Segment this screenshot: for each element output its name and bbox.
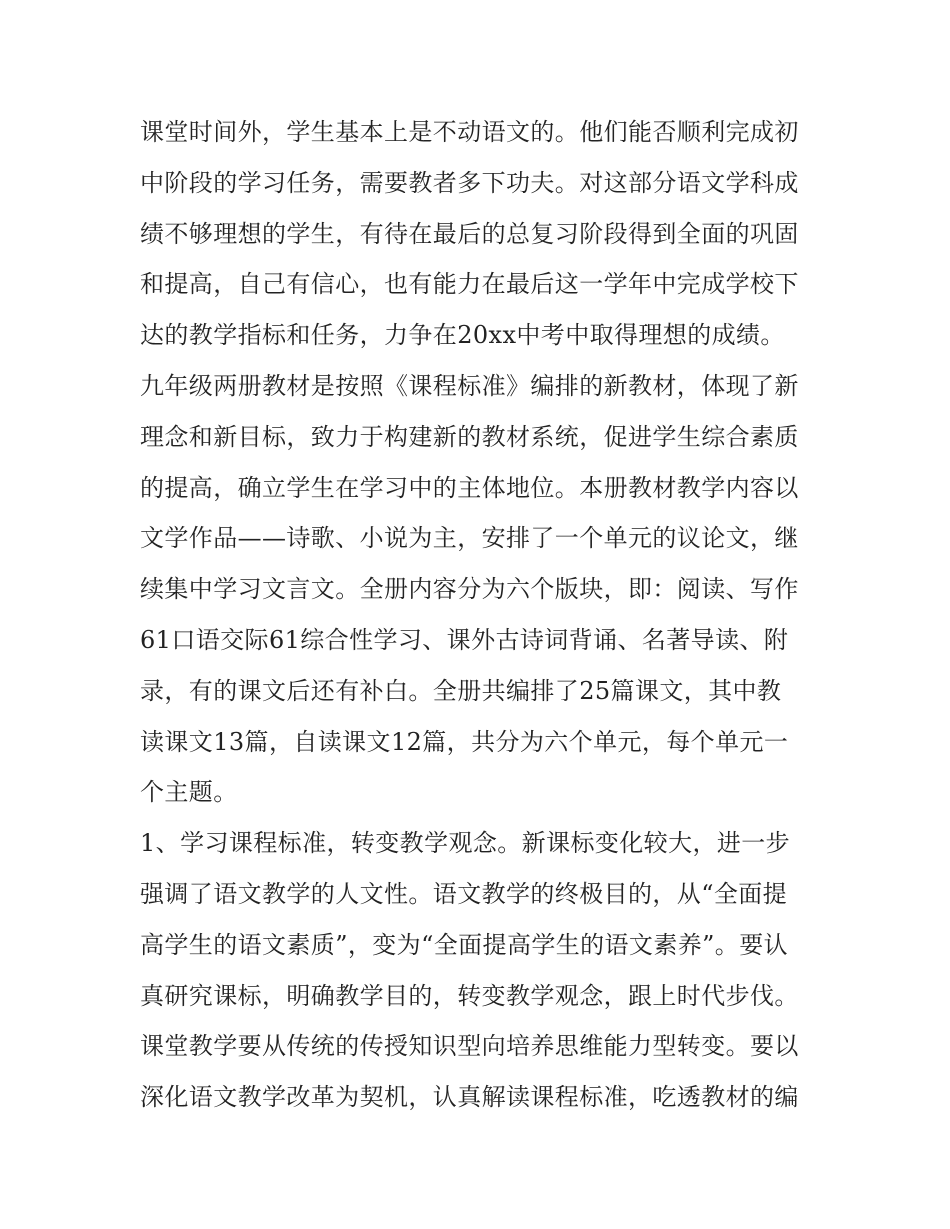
paragraph-3: [140, 818, 820, 1123]
document-body: [140, 107, 820, 1123]
text-line: 课堂时间外，学生基本上是不动语文的。他们能否顺利完成初: [140, 118, 799, 146]
paragraph-1: [140, 107, 820, 361]
text-line: 高学生的语文素质”，变为“全面提高学生的语文素养”。要认: [140, 930, 789, 959]
text-line: 61口语交际61综合性学习、课外古诗词背诵、名著导读、附: [140, 625, 789, 654]
text-line: 绩不够理想的学生，有待在最后的总复习阶段得到全面的巩固: [140, 219, 799, 248]
text-line: 真研究课标，明确教学目的，转变教学观念，跟上时代步伐。: [140, 981, 799, 1010]
text-line: 续集中学习文言文。全册内容分为六个版块，即：阅读、写作: [140, 575, 799, 604]
paragraph-2: [140, 361, 820, 818]
text-line: 和提高，自己有信心，也有能力在最后这一学年中完成学校下: [140, 270, 799, 299]
text-line: 九年级两册教材是按照《课程标准》编排的新教材，体现了新: [140, 371, 799, 400]
text-line: 文学作品——诗歌、小说为主，安排了一个单元的议论文，继: [140, 524, 799, 553]
text-line: 录，有的课文后还有补白。全册共编排了25篇课文，其中教: [140, 676, 782, 705]
text-line: 强调了语文教学的人文性。语文教学的终极目的，从“全面提: [140, 879, 788, 908]
text-line: 读课文13篇，自读课文12篇，共分为六个单元，每个单元一: [140, 727, 789, 756]
text-line: 的提高，确立学生在学习中的主体地位。本册教材教学内容以: [140, 473, 799, 502]
text-line: 深化语文教学改革为契机，认真解读课程标准，吃透教材的编: [140, 1083, 799, 1112]
text-line: 1、学习课程标准，转变教学观念。新课标变化较大，进一步: [140, 829, 791, 858]
text-line: 理念和新目标，致力于构建新的教材系统，促进学生综合素质: [140, 422, 799, 451]
text-line: 中阶段的学习任务，需要教者多下功夫。对这部分语文学科成: [140, 168, 799, 197]
text-line: 课堂教学要从传统的传授知识型向培养思维能力型转变。要以: [140, 1032, 799, 1061]
text-line: 达的教学指标和任务，力争在20xx中考中取得理想的成绩。: [140, 321, 785, 350]
text-line: 个主题。: [140, 778, 238, 807]
